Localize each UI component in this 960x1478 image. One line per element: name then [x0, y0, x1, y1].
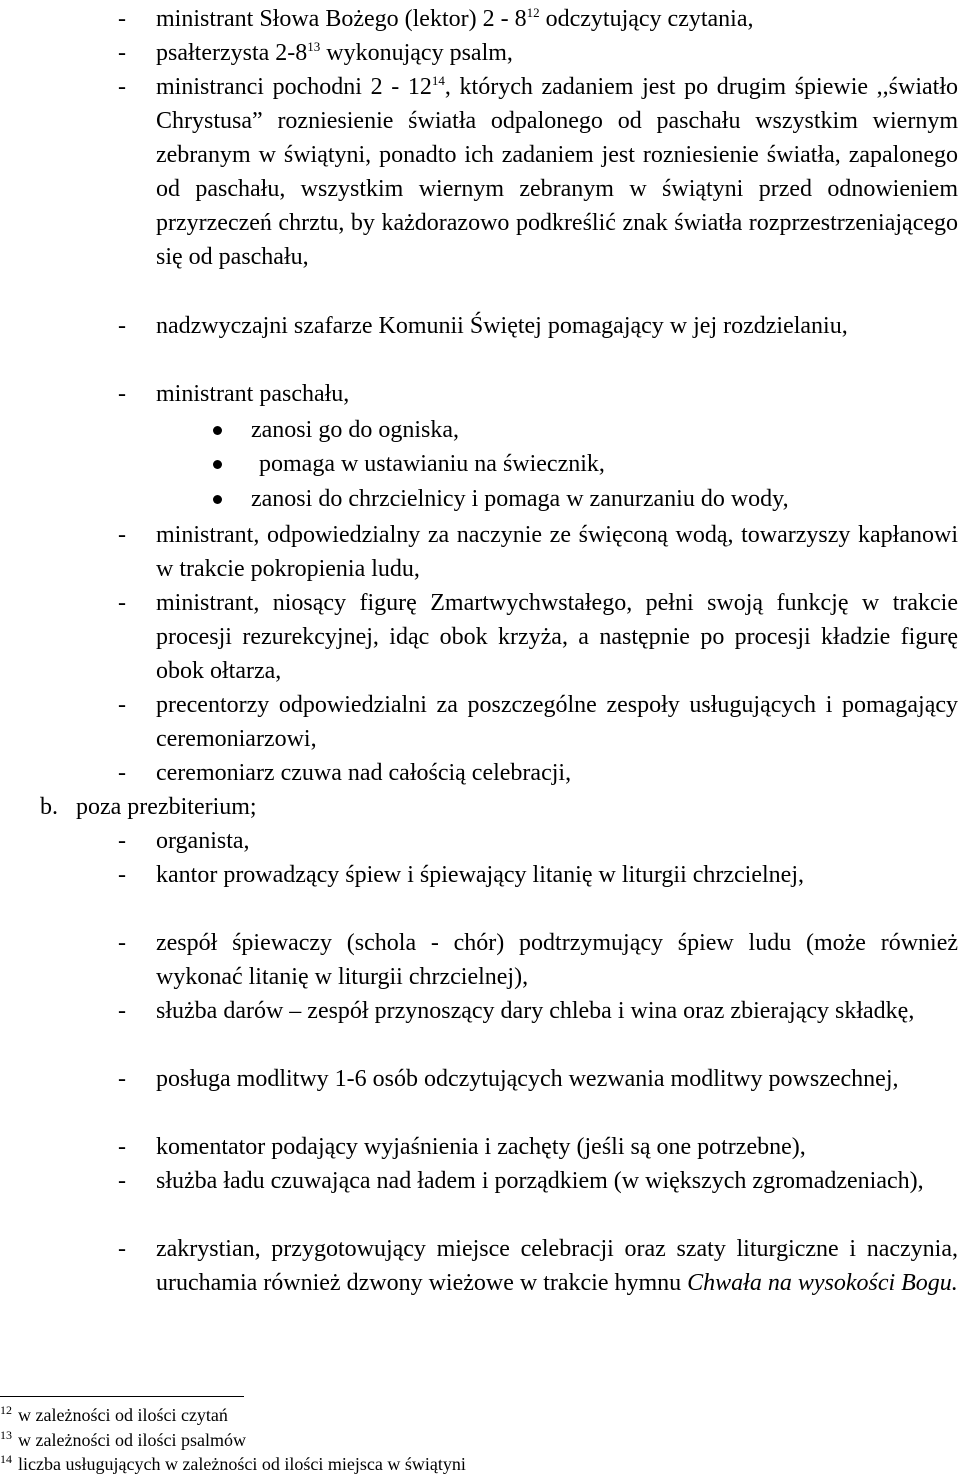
bullet-dot: [213, 495, 222, 504]
footnote-separator: [0, 1396, 244, 1397]
list-item: [118, 688, 958, 756]
item-text: służba ładu czuwająca nad ładem i porządkiem (w większych zgromadzeniach),: [156, 1168, 924, 1194]
hymn-title: Chwała na wysokości Bogu.: [687, 1270, 958, 1296]
list-item: [118, 1232, 958, 1300]
list-item: [118, 824, 958, 858]
footnote-text: w zależności od ilości psalmów: [18, 1430, 246, 1450]
item-text: precentorzy odpowiedzialni za poszczególne zespoły usługujących i pomagający ceremoniarzowi,: [156, 692, 958, 752]
list-dash: -: [118, 760, 126, 786]
list-item: [118, 70, 958, 274]
list-item: [118, 586, 958, 688]
list-item: [118, 2, 958, 36]
item-text: komentator podający wyjaśnienia i zachęty (jeśli są one potrzebne),: [156, 1134, 806, 1160]
footnote-text: w zależności od ilości czytań: [18, 1405, 228, 1425]
list-dash: -: [118, 1168, 126, 1194]
list-item: [118, 926, 958, 994]
list-dash: -: [118, 1236, 126, 1262]
list-dash: -: [118, 1066, 126, 1092]
item-text: kantor prowadzący śpiew i śpiewający litanię w liturgii chrzcielnej,: [156, 862, 804, 888]
item-text: zakrystian, przygotowujący miejsce celebracji oraz szaty liturgiczne i naczynia, uruchamia również dzwony wieżowe w trakcie hymnu: [156, 1236, 958, 1296]
bullet-dot: [213, 426, 222, 435]
item-text: ceremoniarz czuwa nad całością celebracji,: [156, 760, 572, 786]
list-dash: -: [118, 590, 126, 616]
section-label: b.: [40, 794, 58, 820]
list-item: [118, 309, 958, 343]
list-item: [118, 756, 958, 790]
footnote: [0, 1428, 246, 1452]
footnote-number: 12: [0, 1403, 12, 1417]
footnote-number: 14: [0, 1452, 12, 1466]
list-dash: -: [118, 6, 126, 32]
footnote-ref: 14: [431, 73, 445, 88]
list-item: [118, 1130, 958, 1164]
footnote-text: liczba usługujących w zależności od ilości miejsca w świątyni: [18, 1454, 466, 1474]
footnote-number: 13: [0, 1428, 12, 1442]
list-dash: -: [118, 522, 126, 548]
item-text: organista,: [156, 828, 250, 854]
item-text: ministrant, odpowiedzialny za naczynie ze święconą wodą, towarzyszy kapłanowi w trakcie pokropienia ludu,: [156, 522, 958, 582]
item-text-cont: , których zadaniem jest po drugim śpiewie ,,światło Chrystusa” rozniesienie światła odpalonego od paschału wszystkim wiernym zebranym w świątyni, ponadto ich zadaniem jest rozniesienie światła, zapalonego od paschału, wszystkim wiernym zebranym w świątyni przed odnowieniem przyrzeczeń chrztu, by każdorazowo podkreślić znak światła rozprzestrzeniającego się od paschału,: [156, 74, 958, 270]
list-dash: -: [118, 862, 126, 888]
bullet-item: zanosi go do ogniska,: [213, 413, 953, 447]
list-dash: -: [118, 1134, 126, 1160]
item-text: ministrant paschału,: [156, 381, 350, 407]
item-text: służba darów – zespół przynoszący dary chleba i wina oraz zbierający składkę,: [156, 998, 915, 1024]
list-item: [118, 994, 958, 1028]
list-dash: -: [118, 930, 126, 956]
list-dash: -: [118, 313, 126, 339]
list-item: [118, 36, 958, 70]
item-text: ministranci pochodni 2 - 12: [156, 74, 432, 100]
list-dash: -: [118, 828, 126, 854]
list-item: [118, 377, 958, 411]
item-text: psałterzysta 2-8: [156, 40, 308, 66]
list-item: [118, 1164, 958, 1198]
footnote: [0, 1452, 466, 1476]
list-item: [118, 858, 958, 892]
item-text: ministrant, niosący figurę Zmartwychwstałego, pełni swoją funkcję w trakcie procesji rezurekcyjnej, idąc obok krzyża, a następnie po procesji kładzie figurę obok ołtarza,: [156, 590, 958, 684]
item-text: ministrant Słowa Bożego (lektor) 2 - 8: [156, 6, 527, 32]
section-title: poza prezbiterium;: [76, 794, 257, 820]
item-text-cont: wykonujący psalm,: [320, 40, 513, 66]
footnote-ref: 12: [526, 5, 540, 20]
item-text: zespół śpiewaczy (schola - chór) podtrzymujący śpiew ludu (może również wykonać litanię w liturgii chrzcielnej),: [156, 930, 958, 990]
item-text: nadzwyczajni szafarze Komunii Świętej pomagający w jej rozdzielaniu,: [156, 313, 848, 339]
bullet-item: pomaga w ustawianiu na świecznik,: [213, 447, 953, 481]
list-item: [118, 1062, 958, 1096]
list-dash: -: [118, 998, 126, 1024]
footnote-ref: 13: [307, 39, 321, 54]
item-text: posługa modlitwy 1-6 osób odczytujących wezwania modlitwy powszechnej,: [156, 1066, 899, 1092]
list-dash: -: [118, 74, 126, 100]
list-item: [118, 518, 958, 586]
list-dash: -: [118, 381, 126, 407]
list-dash: -: [118, 40, 126, 66]
footnote: [0, 1403, 228, 1427]
list-dash: -: [118, 692, 126, 718]
section-heading: [40, 790, 257, 824]
item-text-cont: odczytujący czytania,: [539, 6, 754, 32]
bullet-item: zanosi do chrzcielnicy i pomaga w zanurzaniu do wody,: [213, 482, 953, 516]
bullet-dot: [213, 460, 222, 469]
